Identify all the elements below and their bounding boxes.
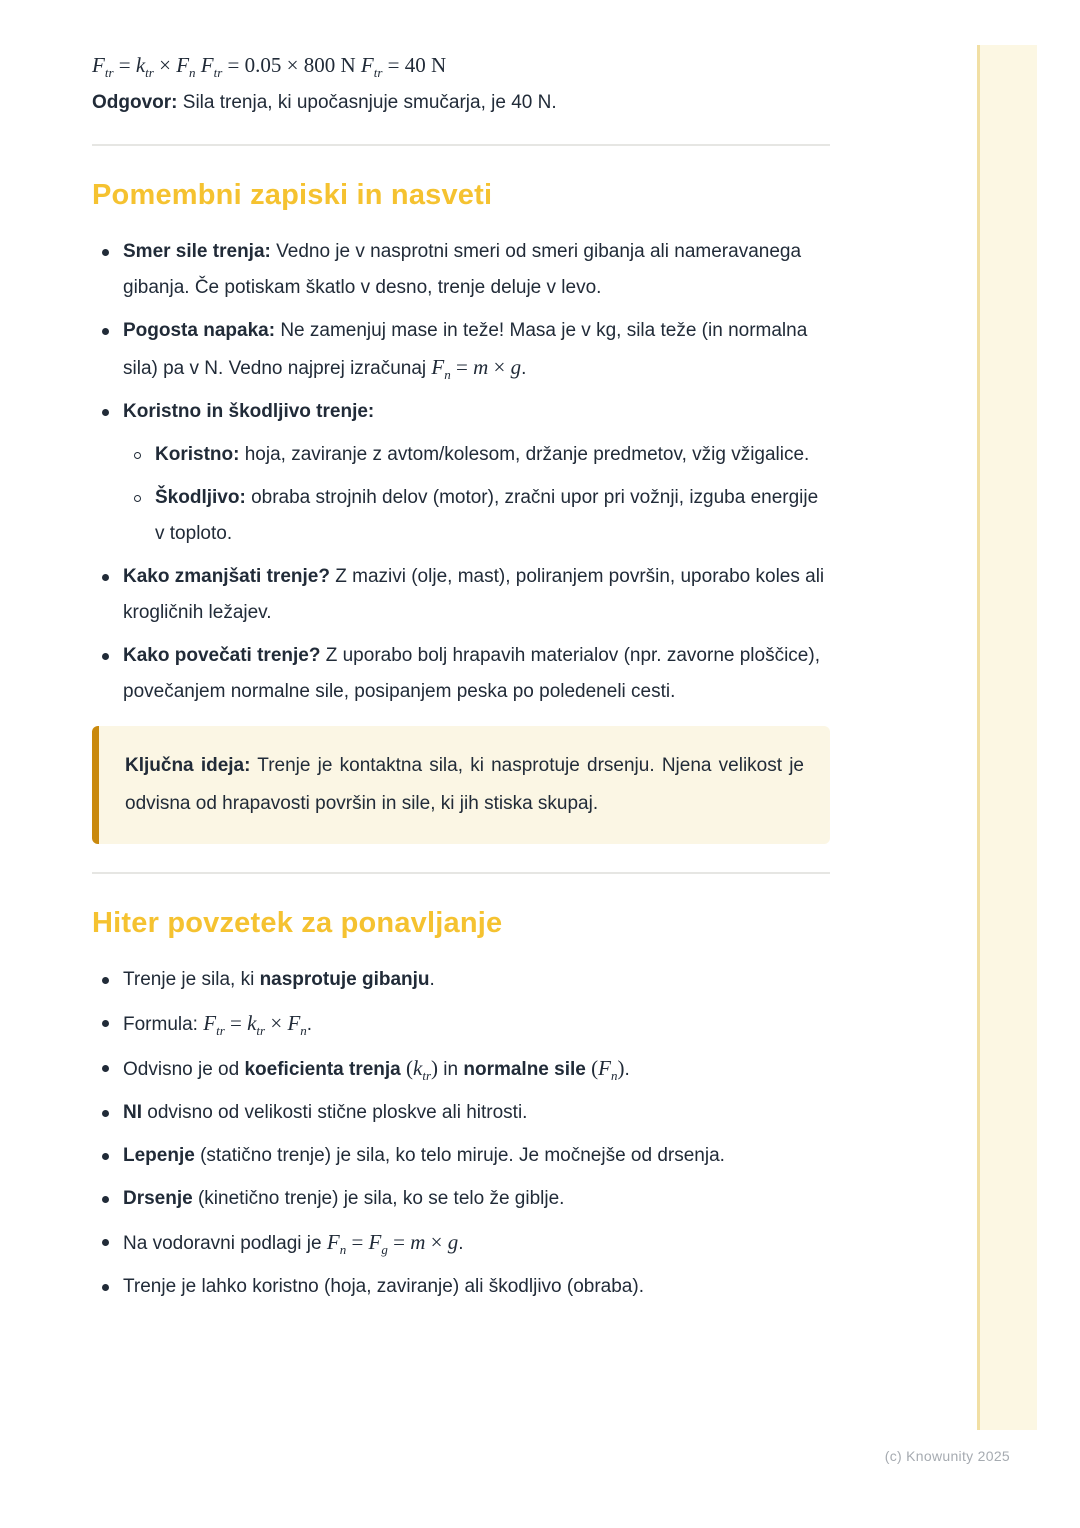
document-page (92, 52, 830, 1312)
notes-list (92, 234, 830, 710)
list-item-text (123, 401, 374, 422)
bold-text: nasprotuje gibanju (259, 969, 430, 990)
bold-text: normalne sile (463, 1059, 586, 1080)
bullet-marker (102, 653, 109, 660)
bold-text: koeficienta trenja (244, 1059, 401, 1080)
bullet-marker (102, 1153, 109, 1160)
list-item (92, 638, 830, 710)
list-item-text: Kako povečati trenje? Z uporabo bolj hrapavih materialov (npr. zavorne ploščice), povečanjem normalne sile, posipanjem peska po poledeneli cesti. (123, 645, 820, 702)
list-item (92, 1050, 830, 1088)
bold-text: Smer sile trenja: (123, 241, 271, 262)
list-item-text: Na vodoravni podlagi je $F_n = F_g = m \times g$. (123, 1230, 464, 1258)
list-item (92, 1224, 830, 1262)
bold-text: Škodljivo: (155, 487, 246, 508)
answer-line: Odgovor: Sila trenja, ki upočasnjuje smučarja, je 40 N. (92, 92, 557, 113)
divider (92, 144, 830, 146)
sub-bullet-marker (134, 495, 141, 502)
bold-text: Kako povečati trenje? (123, 645, 321, 666)
list-item-text: Koristno: hoja, zaviranje z avtom/kolesom, držanje predmetov, vžig vžigalice. (155, 444, 810, 465)
formula-line (92, 52, 830, 79)
sub-bullet-marker (134, 452, 141, 459)
math-expression: $(F_n)$ (585, 1056, 625, 1084)
bullet-marker (102, 328, 109, 335)
list-item (92, 962, 830, 998)
bold-text: Kako zmanjšati trenje? (123, 566, 330, 587)
key-idea-callout: Ključna ideja: Trenje je kontaktna sila, ki nasprotuje drsenju. Njena velikost je odvisna od hrapavosti površin in sile, ki jih stiska skupaj. (92, 726, 830, 844)
list-item-text: Drsenje (kinetično trenje) je sila, ko se telo že giblje. (123, 1188, 565, 1209)
bullet-marker (102, 409, 109, 416)
math-expression: $F_{tr} = k_{tr} \times F_n$ (203, 1011, 307, 1039)
bold-text: Pogosta napaka: (123, 320, 276, 341)
bullet-marker (102, 1110, 109, 1117)
list-item (92, 1138, 830, 1174)
page-edge-strip (977, 45, 1037, 1430)
math-expression: $F_n = F_g = m \times g$ (326, 1230, 459, 1258)
bold-text: Lepenje (123, 1145, 195, 1166)
list-item-text: Kako zmanjšati trenje? Z mazivi (olje, mast), poliranjem površin, uporabo koles ali krogličnih ležajev. (123, 566, 825, 623)
bold-text: NI (123, 1102, 142, 1123)
list-item-text: Trenje je lahko koristno (hoja, zaviranje) ali škodljivo (obraba). (123, 1276, 644, 1297)
bullet-marker (102, 1020, 109, 1027)
list-item (92, 1095, 830, 1131)
math-expression: $F_{tr} = k_{tr} \times F_n$ $F_{tr} = 0.05 \times 800$ N $F_{tr} = 40$ N (92, 53, 447, 81)
bold-text: Drsenje (123, 1188, 193, 1209)
list-item (92, 559, 830, 631)
math-expression: $F_n = m \times g$ (431, 355, 522, 383)
bold-text: Koristno: (155, 444, 240, 465)
bullet-marker (102, 1196, 109, 1203)
math-expression: $(k_{tr})$ (400, 1056, 438, 1084)
sub-list-item (124, 480, 830, 552)
list-item (92, 1005, 830, 1043)
list-item (92, 1269, 830, 1305)
divider (92, 872, 830, 874)
list-item (92, 394, 830, 430)
section-title-summary: Hiter povzetek za ponavljanje (92, 907, 503, 939)
summary-list (92, 962, 830, 1305)
bold-text: Odgovor: (92, 92, 178, 113)
bullet-marker (102, 977, 109, 984)
copyright-text: (c) Knowunity 2025 (884, 1448, 1010, 1464)
bullet-marker (102, 1284, 109, 1291)
bold-text: Ključna ideja: (125, 755, 251, 776)
list-item (92, 313, 830, 387)
list-item (92, 234, 830, 306)
list-item-text: Trenje je sila, ki nasprotuje gibanju. (123, 969, 435, 990)
bullet-marker (102, 1239, 109, 1246)
list-item-text: Formula: $F_{tr} = k_{tr} \times F_n$. (123, 1011, 313, 1039)
list-item (92, 1181, 830, 1217)
list-item-text: Smer sile trenja: Vedno je v nasprotni smeri od smeri gibanja ali nameravanega gibanja. Če potiskam škatlo v desno, trenje deluje v levo. (123, 241, 802, 298)
section-title-notes: Pomembni zapiski in nasveti (92, 179, 493, 211)
list-item-text: Lepenje (statično trenje) je sila, ko telo miruje. Je močnejše od drsenja. (123, 1145, 725, 1166)
bullet-marker (102, 1065, 109, 1072)
bullet-marker (102, 249, 109, 256)
bold-text: Koristno in škodljivo trenje: (123, 401, 375, 422)
list-item-text: Odvisno je od koeficienta trenja $(k_{tr})$ in normalne sile $(F_n)$. (123, 1056, 630, 1084)
bullet-marker (102, 574, 109, 581)
list-item-text: Škodljivo: obraba strojnih delov (motor), zračni upor pri vožnji, izguba energije v toploto. (155, 487, 819, 544)
sub-list-item (124, 437, 830, 473)
list-item-text: NI odvisno od velikosti stične ploskve ali hitrosti. (123, 1102, 528, 1123)
list-item-text: Pogosta napaka: Ne zamenjuj mase in teže! Masa je v kg, sila teže (in normalna sila) pa v N. Vedno najprej izračunaj $F_n = m \times g$. (123, 320, 808, 383)
